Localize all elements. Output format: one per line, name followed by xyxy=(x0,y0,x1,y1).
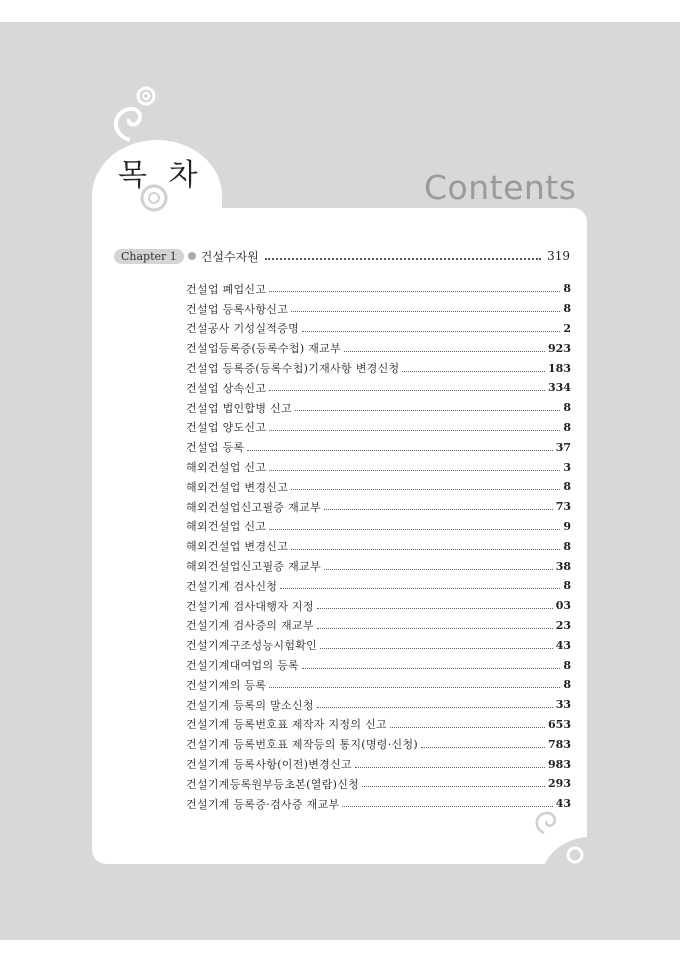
leader-dots xyxy=(317,707,553,708)
toc-entry-title: 건설기계대여업의 등록 xyxy=(186,659,300,673)
toc-entry[interactable] xyxy=(186,477,571,497)
swirl-ornament-icon xyxy=(110,80,170,150)
bullet-dot-icon xyxy=(188,252,196,260)
leader-dots xyxy=(295,410,560,411)
toc-entry-title: 건설기계 등록증·검사증 재교부 xyxy=(186,797,340,811)
leader-dots xyxy=(291,549,560,550)
toc-entry[interactable] xyxy=(186,774,571,794)
toc-entry-title: 건설공사 기성실적증명 xyxy=(186,322,300,336)
toc-entry-title: 건설기계 검사증의 재교부 xyxy=(186,619,314,633)
leader-dots xyxy=(317,628,553,629)
toc-entry-title: 건설업 법인합병 신고 xyxy=(186,401,292,415)
toc-entry-title: 해외건설업신고필증 재교부 xyxy=(186,560,321,574)
toc-entry-page: 8 xyxy=(563,579,571,593)
toc-entry[interactable] xyxy=(186,556,571,576)
toc-entry-page: 334 xyxy=(548,381,571,395)
leader-dots xyxy=(269,390,545,391)
toc-entry[interactable] xyxy=(186,596,571,616)
toc-entry[interactable] xyxy=(186,536,571,556)
toc-list xyxy=(186,279,571,814)
leader-dots xyxy=(269,687,560,688)
toc-entry-page: 293 xyxy=(548,777,571,791)
toc-entry[interactable] xyxy=(186,754,571,774)
toc-entry-page: 783 xyxy=(548,737,571,751)
toc-entry-title: 건설기계의 등록 xyxy=(186,678,267,692)
leader-dots xyxy=(324,509,553,510)
toc-entry-page: 8 xyxy=(563,302,571,316)
toc-entry[interactable] xyxy=(186,319,571,339)
toc-entry-page: 653 xyxy=(548,717,571,731)
toc-entry-title: 건설업 등록사항신고 xyxy=(186,302,289,316)
chapter-page-number: 319 xyxy=(547,249,570,263)
leader-dots xyxy=(320,648,553,649)
leader-dots xyxy=(269,430,560,431)
toc-entry-title: 해외건설업 변경신고 xyxy=(186,480,289,494)
toc-entry[interactable] xyxy=(186,358,571,378)
toc-entry-page: 38 xyxy=(555,559,571,573)
toc-entry[interactable] xyxy=(186,279,571,299)
toc-entry[interactable] xyxy=(186,576,571,596)
toc-entry-title: 해외건설업 신고 xyxy=(186,461,267,475)
toc-entry-page: 03 xyxy=(555,599,571,613)
toc-entry[interactable] xyxy=(186,616,571,636)
toc-entry-title: 건설업등록증(등록수첩) 재교부 xyxy=(186,342,342,356)
toc-entry-title: 해외건설업 신고 xyxy=(186,520,267,534)
toc-entry-page: 3 xyxy=(563,460,571,474)
toc-entry[interactable] xyxy=(186,497,571,517)
toc-entry-title: 건설기계 검사신청 xyxy=(186,579,278,593)
page-title: 목 차 xyxy=(118,158,204,193)
toc-entry-page: 33 xyxy=(555,698,571,712)
toc-entry-page: 8 xyxy=(563,282,571,296)
toc-entry[interactable] xyxy=(186,338,571,358)
toc-entry-title: 건설기계 등록번호표 제작자 지정의 신고 xyxy=(186,718,387,732)
toc-entry[interactable] xyxy=(186,299,571,319)
toc-entry-title: 건설업 폐업신고 xyxy=(186,282,267,296)
leader-dots xyxy=(355,767,545,768)
leader-dots xyxy=(402,371,545,372)
chapter-title: 건설수자원 xyxy=(200,249,259,264)
toc-entry[interactable] xyxy=(186,734,571,754)
toc-entry[interactable] xyxy=(186,398,571,418)
toc-entry-page: 8 xyxy=(563,539,571,553)
toc-entry[interactable] xyxy=(186,695,571,715)
toc-entry-page: 983 xyxy=(548,757,571,771)
toc-entry[interactable] xyxy=(186,378,571,398)
leader-dots xyxy=(344,351,545,352)
toc-entry[interactable] xyxy=(186,457,571,477)
toc-entry-title: 건설업 양도신고 xyxy=(186,421,267,435)
toc-entry[interactable] xyxy=(186,675,571,695)
toc-entry-page: 183 xyxy=(548,361,571,375)
toc-entry-title: 건설기계 검사대행자 지정 xyxy=(186,599,314,613)
toc-entry[interactable] xyxy=(186,517,571,537)
toc-entry-title: 건설기계등록원부등초본(열람)신청 xyxy=(186,777,360,791)
toc-entry-page: 37 xyxy=(555,440,571,454)
toc-entry-title: 해외건설업신고필증 재교부 xyxy=(186,500,321,514)
leader-dots xyxy=(302,668,560,669)
leader-dots xyxy=(291,489,560,490)
corner-ring-icon xyxy=(540,828,600,878)
leader-dots xyxy=(265,258,541,260)
toc-entry-title: 건설업 상속신고 xyxy=(186,381,267,395)
toc-entry[interactable] xyxy=(186,418,571,438)
toc-entry[interactable] xyxy=(186,715,571,735)
toc-entry[interactable] xyxy=(186,655,571,675)
leader-dots xyxy=(269,291,560,292)
toc-entry-page: 8 xyxy=(563,480,571,494)
leader-dots xyxy=(269,470,560,471)
toc-entry-page: 23 xyxy=(555,618,571,632)
toc-entry-page: 43 xyxy=(555,797,571,811)
toc-entry-title: 해외건설업 변경신고 xyxy=(186,540,289,554)
leader-dots xyxy=(302,331,560,332)
toc-entry-title: 건설업 등록증(등록수첩)기재사항 변경신청 xyxy=(186,362,400,376)
toc-entry-page: 9 xyxy=(563,519,571,533)
toc-entry[interactable] xyxy=(186,794,571,814)
toc-entry-page: 8 xyxy=(563,420,571,434)
toc-entry[interactable] xyxy=(186,635,571,655)
toc-entry-page: 8 xyxy=(563,658,571,672)
toc-entry-page: 8 xyxy=(563,401,571,415)
toc-entry-page: 2 xyxy=(563,321,571,335)
contents-heading: Contents xyxy=(424,168,577,207)
leader-dots xyxy=(280,588,560,589)
toc-entry[interactable] xyxy=(186,437,571,457)
toc-entry-title: 건설기계 등록사항(이전)변경신고 xyxy=(186,758,352,772)
leader-dots xyxy=(342,806,552,807)
toc-entry-page: 923 xyxy=(548,341,571,355)
chapter-heading-row[interactable] xyxy=(114,247,570,265)
toc-entry-page: 73 xyxy=(555,500,571,514)
toc-entry-title: 건설기계 등록의 말소신청 xyxy=(186,698,314,712)
chapter-label: Chapter 1 xyxy=(114,249,184,264)
toc-entry-page: 43 xyxy=(555,638,571,652)
leader-dots xyxy=(421,747,545,748)
leader-dots xyxy=(362,786,545,787)
toc-entry-title: 건설기계 등록번호표 제작등의 통지(명령·신청) xyxy=(186,738,418,752)
toc-entry-page: 8 xyxy=(563,678,571,692)
leader-dots xyxy=(317,608,553,609)
toc-entry-title: 건설업 등록 xyxy=(186,441,245,455)
toc-entry-title: 건설기계구조성능시험확인 xyxy=(186,639,318,653)
leader-dots xyxy=(291,311,560,312)
leader-dots xyxy=(324,569,553,570)
leader-dots xyxy=(390,727,545,728)
leader-dots xyxy=(247,450,552,451)
leader-dots xyxy=(269,529,560,530)
